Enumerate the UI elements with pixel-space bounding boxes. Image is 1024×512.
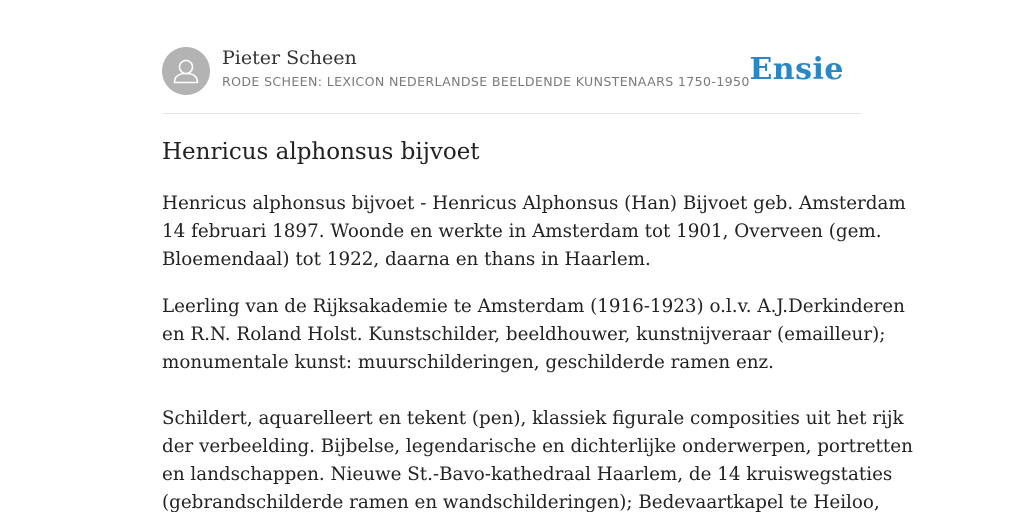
source-lexicon-label: RODE SCHEEN: LEXICON NEDERLANDSE BEELDENDE KUNSTENAARS 1750-1950 bbox=[222, 74, 750, 89]
author-name-link[interactable]: Pieter Scheen bbox=[222, 47, 357, 69]
paragraph-line: Leerling van de Rijksakademie te Amsterdam (1916-1923) o.l.v. A.J.Derkinderen bbox=[162, 296, 905, 317]
article-title: Henricus alphonsus bijvoet bbox=[162, 139, 480, 165]
paragraph-line: Henricus alphonsus bijvoet - Henricus Alphonsus (Han) Bijvoet geb. Amsterdam bbox=[162, 193, 906, 214]
paragraph-line: en landschappen. Nieuwe St.-Bavo-kathedraal Haarlem, de 14 kruiswegstaties bbox=[162, 464, 893, 485]
article-paragraph bbox=[162, 190, 906, 274]
paragraph-line: en R.N. Roland Holst. Kunstschilder, beeldhouwer, kunstnijveraar (emailleur); bbox=[162, 324, 886, 345]
user-silhouette-icon[interactable] bbox=[162, 47, 210, 95]
article-body bbox=[162, 190, 913, 512]
paragraph-line: (gebrandschilderde ramen en wandschilderingen); Bedevaartkapel te Heiloo, bbox=[162, 492, 880, 512]
article-paragraph bbox=[162, 293, 905, 377]
paragraph-line: monumentale kunst: muurschilderingen, geschilderde ramen enz. bbox=[162, 352, 774, 373]
avatar-silhouette-graphic bbox=[162, 47, 210, 95]
header-divider bbox=[162, 113, 862, 114]
paragraph-line: Schildert, aquarelleert en tekent (pen), klassiek figurale composities uit het rijk bbox=[162, 408, 904, 429]
ensie-logo-link[interactable]: Ensie bbox=[749, 52, 844, 87]
author-header bbox=[162, 46, 862, 96]
paragraph-line: der verbeelding. Bijbelse, legendarische en dichterlijke onderwerpen, portretten bbox=[162, 436, 913, 457]
paragraph-line: 14 februari 1897. Woonde en werkte in Amsterdam tot 1901, Overveen (gem. bbox=[162, 221, 882, 242]
paragraph-line: Bloemendaal) tot 1922, daarna en thans in Haarlem. bbox=[162, 249, 651, 270]
article-paragraph bbox=[162, 405, 913, 512]
